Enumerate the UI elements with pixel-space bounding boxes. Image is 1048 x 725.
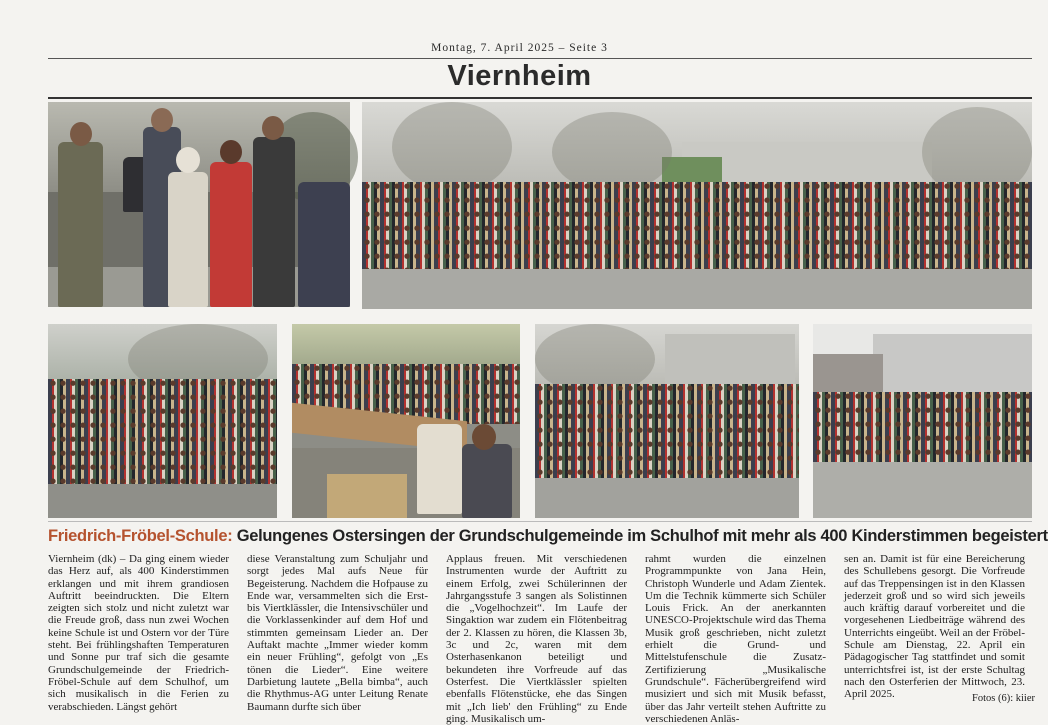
- article-headline: [48, 527, 1048, 546]
- article-column-4: rahmt wurden die einzelnen Programmpunkte von Jana Hein, Christoph Wunderle und Adam Zientek. Um die Technik kümmerte sich Schüler Louis Frick. An der anerkannten UNESCO-Projektschule wird das Thema Musik groß geschrieben, nicht zuletzt erhielt die Grund- und Mittelstufenschule die Zusatz-Zertifizierung „Musikalische Grundschule“. Fächerübergreifend wird musiziert und sich mit Musik befasst, über das Jahr verteilt stehen Auftritte zu verschiedenen Anläs-: [645, 553, 826, 725]
- article-column-1: Viernheim (dk) – Da ging einem wieder das Herz auf, als 400 Kinderstimmen erklangen und mit ihrem grandiosen Auftritt beeindruckten. Die Eltern zeigten sich stolz und nicht zuletzt war die Freude groß, dass nun zwei Wochen keine Schule ist und Ostern vor der Türe steht. Bei frühlingshaften Temperaturen und Sonne pur traf sich die gesamte Grundschulgemeinde der Friedrich-Fröbel-Schule auf dem Schulhof, um sich musikalisch in die Ferien zu verabschieden. Längst gehört: [48, 553, 229, 713]
- photo-singers-stage: [48, 102, 350, 307]
- headline-text: Gelungenes Ostersingen der Grundschulgemeinde im Schulhof mit mehr als 400 Kinderstimmen begeistert: [236, 527, 1048, 545]
- dateline: Montag, 7. April 2025 – Seite 3: [431, 42, 608, 54]
- article-column-5: sen an. Damit ist für eine Bereicherung des Schullebens gesorgt. Die Vorfreude auf das Treppensingen ist in den Klassen jederzeit groß und so wird sich jeweils auch kräftig darauf vorbereitet und die vorgesehenen Liedbeiträge während des Unterrichts eingeübt. Weil an der Fröbel-Schule am Dienstag, 22. April ein Pädagogischer Tag stattfindet und somit unterrichtsfrei ist, ist der erste Schultag nach den Osterferien der Mittwoch, 23. April 2025.: [844, 553, 1025, 701]
- photo-schoolyard-side: [813, 324, 1032, 518]
- photo-credit: Fotos (6): kiier: [972, 693, 1035, 704]
- headline-kicker: Friedrich-Fröbel-Schule:: [48, 527, 233, 545]
- section-rule: [48, 97, 1032, 99]
- photo-flute-class: [535, 324, 799, 518]
- caption-rule: [48, 521, 1032, 522]
- photo-rhythm-ag: [292, 324, 520, 518]
- photo-singing-group: [48, 324, 277, 518]
- top-rule: [48, 58, 1032, 59]
- article-column-2: diese Veranstaltung zum Schuljahr und sorgt jedes Mal aufs Neue für Begeisterung. Nachdem die Hofpause zu Ende war, versammelten sich die Erst- bis Viertklässler, die Intensivschüler und die Vorklassenkinder auf dem Hof und stimmten gemeinsam Lieder an. Der Auftakt machte „Immer wieder komm ein neuer Frühling“, gefolgt von „Es tönen die Lieder“. Eine weitere Darbietung lautete „Bella bimba“, auch die Rhythmus-AG unter Leitung Renate Baumann durfte sich über: [247, 553, 428, 713]
- section-title: Viernheim: [447, 60, 592, 92]
- photo-schoolyard-crowd: [362, 102, 1032, 309]
- article-column-3: Applaus freuen. Mit verschiedenen Instrumenten wurde der Auftritt zu einem Erfolg, zwei Schülerinnen der Jahrgangsstufe 3 sangen als Solistinnen die „Vogelhochzeit“. Im Laufe der Singaktion war zudem ein Flötenbeitrag der 2. Klassen zu hören, die Klassen 3b, 3c und 2c, waren mit dem Osterhasenkanon beteiligt und bekundeten ihre Vorfreude auf das Osterfest. Die Viertklässler spielten ebenfalls Flötenstücke, ehe das Singen mit „Ich lieb' den Frühling“ zu Ende ging. Musikalisch um-: [446, 553, 627, 725]
